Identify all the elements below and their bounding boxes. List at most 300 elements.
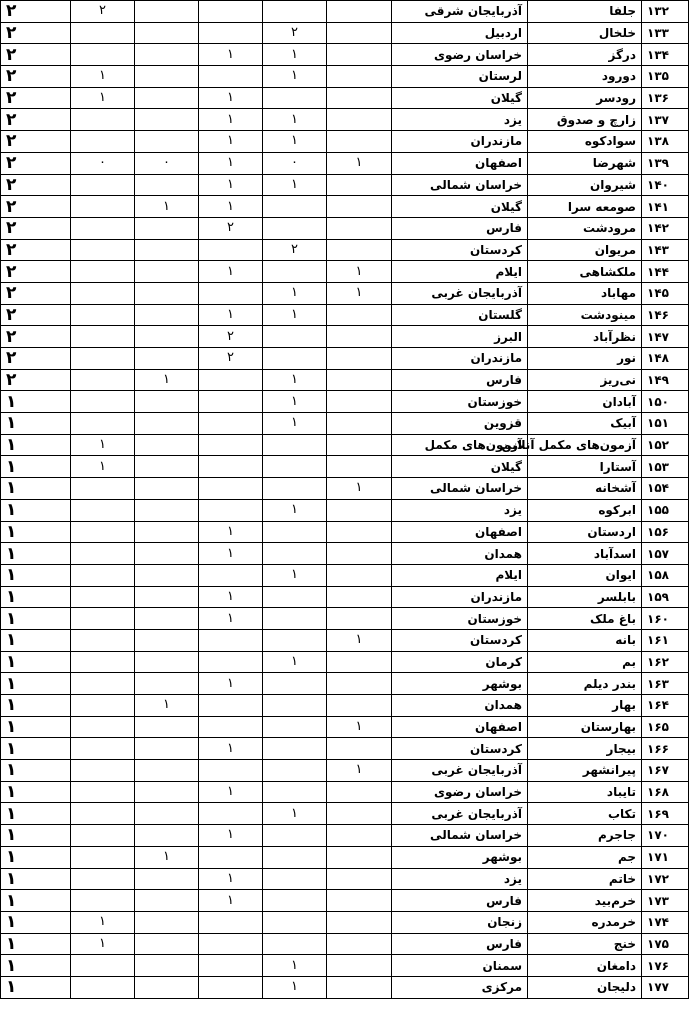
total-cell: ۲ xyxy=(1,174,71,196)
table-row xyxy=(1,781,689,803)
count-cell-5 xyxy=(71,391,135,413)
count-cell-2 xyxy=(263,434,327,456)
count-cell-3 xyxy=(199,478,263,500)
count-cell-3 xyxy=(199,499,263,521)
row-number-cell: ۱۴۹ xyxy=(642,369,689,391)
city-cell: دامغان xyxy=(528,955,642,977)
count-cell-2 xyxy=(263,629,327,651)
total-cell: ۲ xyxy=(1,304,71,326)
total-cell: ۲ xyxy=(1,1,71,23)
count-cell-5 xyxy=(71,716,135,738)
count-cell-5: ۰ xyxy=(71,152,135,174)
count-cell-4 xyxy=(135,456,199,478)
count-cell-2 xyxy=(263,716,327,738)
row-number-cell: ۱۶۶ xyxy=(642,738,689,760)
count-cell-5 xyxy=(71,586,135,608)
province-cell: اصفهان xyxy=(392,152,528,174)
row-number-cell: ۱۴۲ xyxy=(642,217,689,239)
province-cell: ایلام xyxy=(392,564,528,586)
count-cell-5 xyxy=(71,174,135,196)
count-cell-2: ۰ xyxy=(263,152,327,174)
table-row xyxy=(1,651,689,673)
count-cell-4 xyxy=(135,803,199,825)
city-cell: نظرآباد xyxy=(528,326,642,348)
count-cell-5 xyxy=(71,304,135,326)
count-cell-3 xyxy=(199,846,263,868)
total-cell: ۱ xyxy=(1,629,71,651)
city-cell: دلیجان xyxy=(528,976,642,998)
count-cell-2 xyxy=(263,695,327,717)
count-cell-3: ۱ xyxy=(199,890,263,912)
count-cell-2 xyxy=(263,261,327,283)
count-cell-4 xyxy=(135,825,199,847)
row-number-cell: ۱۶۹ xyxy=(642,803,689,825)
count-cell-3: ۱ xyxy=(199,109,263,131)
count-cell-3 xyxy=(199,564,263,586)
row-number-cell: ۱۷۳ xyxy=(642,890,689,912)
count-cell-2: ۱ xyxy=(263,44,327,66)
count-cell-5 xyxy=(71,846,135,868)
count-cell-1 xyxy=(327,131,392,153)
count-cell-5 xyxy=(71,326,135,348)
count-cell-5: ۱ xyxy=(71,911,135,933)
count-cell-4 xyxy=(135,391,199,413)
total-cell: ۲ xyxy=(1,369,71,391)
row-number-cell: ۱۵۱ xyxy=(642,413,689,435)
count-cell-4 xyxy=(135,543,199,565)
total-cell: ۱ xyxy=(1,781,71,803)
city-cell: نی‌ریز xyxy=(528,369,642,391)
count-cell-2 xyxy=(263,478,327,500)
count-cell-1 xyxy=(327,695,392,717)
table-row xyxy=(1,348,689,370)
count-cell-5 xyxy=(71,543,135,565)
province-cell: لرستان xyxy=(392,66,528,88)
count-cell-1 xyxy=(327,803,392,825)
count-cell-2 xyxy=(263,846,327,868)
count-cell-4 xyxy=(135,781,199,803)
province-cell: بوشهر xyxy=(392,846,528,868)
count-cell-1 xyxy=(327,933,392,955)
count-cell-2: ۱ xyxy=(263,413,327,435)
province-cell: کردستان xyxy=(392,239,528,261)
count-cell-3 xyxy=(199,976,263,998)
total-cell: ۲ xyxy=(1,239,71,261)
count-cell-2: ۱ xyxy=(263,369,327,391)
city-cell: بندر دیلم xyxy=(528,673,642,695)
city-cell: بهار xyxy=(528,695,642,717)
count-cell-5 xyxy=(71,825,135,847)
city-cell: ملکشاهی xyxy=(528,261,642,283)
table-row xyxy=(1,22,689,44)
province-cell: البرز xyxy=(392,326,528,348)
city-cell: آبادان xyxy=(528,391,642,413)
table-row xyxy=(1,1,689,23)
province-cell: فارس xyxy=(392,369,528,391)
count-cell-3: ۱ xyxy=(199,521,263,543)
count-cell-4 xyxy=(135,478,199,500)
city-cell: بانه xyxy=(528,629,642,651)
count-cell-3 xyxy=(199,391,263,413)
row-number-cell: ۱۳۷ xyxy=(642,109,689,131)
row-number-cell: ۱۳۶ xyxy=(642,87,689,109)
row-number-cell: ۱۴۶ xyxy=(642,304,689,326)
province-cell: گیلان xyxy=(392,87,528,109)
count-cell-1 xyxy=(327,608,392,630)
count-cell-2: ۱ xyxy=(263,976,327,998)
count-cell-1: ۱ xyxy=(327,152,392,174)
count-cell-1 xyxy=(327,196,392,218)
count-cell-2: ۱ xyxy=(263,109,327,131)
total-cell: ۱ xyxy=(1,955,71,977)
count-cell-5 xyxy=(71,22,135,44)
table-row xyxy=(1,803,689,825)
city-cell: بیجار xyxy=(528,738,642,760)
count-cell-1 xyxy=(327,499,392,521)
row-number-cell: ۱۴۳ xyxy=(642,239,689,261)
table-row xyxy=(1,608,689,630)
total-cell: ۲ xyxy=(1,348,71,370)
province-cell: آزمون‌های مکمل xyxy=(392,434,528,456)
total-cell: ۲ xyxy=(1,44,71,66)
province-cell: زنجان xyxy=(392,911,528,933)
count-cell-5 xyxy=(71,803,135,825)
city-cell: اردستان xyxy=(528,521,642,543)
row-number-cell: ۱۷۶ xyxy=(642,955,689,977)
city-cell: اسدآباد xyxy=(528,543,642,565)
count-cell-2: ۱ xyxy=(263,131,327,153)
count-cell-2 xyxy=(263,521,327,543)
count-cell-1 xyxy=(327,174,392,196)
row-number-cell: ۱۷۰ xyxy=(642,825,689,847)
count-cell-4 xyxy=(135,217,199,239)
count-cell-4 xyxy=(135,673,199,695)
count-cell-5 xyxy=(71,44,135,66)
total-cell: ۱ xyxy=(1,868,71,890)
table-row xyxy=(1,174,689,196)
total-cell: ۱ xyxy=(1,521,71,543)
table-row xyxy=(1,434,689,456)
count-cell-4 xyxy=(135,1,199,23)
total-cell: ۲ xyxy=(1,326,71,348)
count-cell-4 xyxy=(135,87,199,109)
table-body xyxy=(1,1,689,999)
count-cell-3: ۱ xyxy=(199,261,263,283)
count-cell-1 xyxy=(327,66,392,88)
row-number-cell: ۱۳۴ xyxy=(642,44,689,66)
count-cell-2 xyxy=(263,825,327,847)
total-cell: ۱ xyxy=(1,760,71,782)
table-row xyxy=(1,196,689,218)
count-cell-5 xyxy=(71,608,135,630)
count-cell-4 xyxy=(135,44,199,66)
table-row xyxy=(1,564,689,586)
count-cell-3 xyxy=(199,282,263,304)
count-cell-3: ۱ xyxy=(199,868,263,890)
total-cell: ۲ xyxy=(1,87,71,109)
province-cell: قزوین xyxy=(392,413,528,435)
count-cell-1: ۱ xyxy=(327,629,392,651)
count-cell-3: ۱ xyxy=(199,44,263,66)
province-cell: اردبیل xyxy=(392,22,528,44)
count-cell-4 xyxy=(135,933,199,955)
count-cell-1 xyxy=(327,521,392,543)
count-cell-4 xyxy=(135,22,199,44)
count-cell-3 xyxy=(199,716,263,738)
table-row xyxy=(1,868,689,890)
count-cell-1 xyxy=(327,738,392,760)
province-cell: مرکزی xyxy=(392,976,528,998)
count-cell-2 xyxy=(263,586,327,608)
count-cell-2: ۱ xyxy=(263,174,327,196)
total-cell: ۱ xyxy=(1,911,71,933)
count-cell-1 xyxy=(327,825,392,847)
count-cell-2 xyxy=(263,456,327,478)
city-cell: سوادکوه xyxy=(528,131,642,153)
count-cell-2: ۱ xyxy=(263,304,327,326)
count-cell-3 xyxy=(199,955,263,977)
count-cell-5 xyxy=(71,976,135,998)
count-cell-5 xyxy=(71,131,135,153)
total-cell: ۲ xyxy=(1,109,71,131)
province-cell: مازندران xyxy=(392,586,528,608)
row-number-cell: ۱۴۸ xyxy=(642,348,689,370)
count-cell-4 xyxy=(135,868,199,890)
table-row xyxy=(1,955,689,977)
count-cell-3 xyxy=(199,629,263,651)
city-cell: زارچ و صدوق xyxy=(528,109,642,131)
row-number-cell: ۱۶۵ xyxy=(642,716,689,738)
row-number-cell: ۱۳۹ xyxy=(642,152,689,174)
count-cell-1 xyxy=(327,456,392,478)
count-cell-4 xyxy=(135,66,199,88)
table-row xyxy=(1,109,689,131)
count-cell-1 xyxy=(327,22,392,44)
row-number-cell: ۱۴۱ xyxy=(642,196,689,218)
total-cell: ۱ xyxy=(1,890,71,912)
count-cell-5: ۱ xyxy=(71,456,135,478)
city-cell: خلخال xyxy=(528,22,642,44)
count-cell-1: ۱ xyxy=(327,261,392,283)
province-cell: مازندران xyxy=(392,348,528,370)
total-cell: ۱ xyxy=(1,695,71,717)
row-number-cell: ۱۶۷ xyxy=(642,760,689,782)
province-cell: اصفهان xyxy=(392,716,528,738)
count-cell-3: ۱ xyxy=(199,608,263,630)
count-cell-3: ۱ xyxy=(199,673,263,695)
province-cell: گیلان xyxy=(392,456,528,478)
count-cell-3 xyxy=(199,413,263,435)
count-cell-1 xyxy=(327,391,392,413)
total-cell: ۱ xyxy=(1,738,71,760)
city-cell: جاجرم xyxy=(528,825,642,847)
count-cell-4 xyxy=(135,326,199,348)
province-cell: خراسان شمالی xyxy=(392,825,528,847)
table-row xyxy=(1,825,689,847)
count-cell-2: ۱ xyxy=(263,282,327,304)
total-cell: ۱ xyxy=(1,933,71,955)
count-cell-3 xyxy=(199,933,263,955)
count-cell-2 xyxy=(263,196,327,218)
count-cell-1 xyxy=(327,955,392,977)
count-cell-1 xyxy=(327,1,392,23)
count-cell-4 xyxy=(135,760,199,782)
count-cell-5 xyxy=(71,109,135,131)
count-cell-4 xyxy=(135,499,199,521)
province-cell: یزد xyxy=(392,868,528,890)
table-row xyxy=(1,217,689,239)
count-cell-3: ۱ xyxy=(199,152,263,174)
count-cell-2: ۱ xyxy=(263,564,327,586)
row-number-cell: ۱۶۴ xyxy=(642,695,689,717)
count-cell-3: ۱ xyxy=(199,586,263,608)
province-cell: ایلام xyxy=(392,261,528,283)
row-number-cell: ۱۷۱ xyxy=(642,846,689,868)
province-cell: آذربایجان شرقی xyxy=(392,1,528,23)
count-cell-4 xyxy=(135,348,199,370)
count-cell-5 xyxy=(71,261,135,283)
count-cell-5 xyxy=(71,413,135,435)
city-cell: خرمدره xyxy=(528,911,642,933)
table-row xyxy=(1,44,689,66)
row-number-cell: ۱۷۴ xyxy=(642,911,689,933)
count-cell-5 xyxy=(71,564,135,586)
total-cell: ۱ xyxy=(1,825,71,847)
province-cell: خوزستان xyxy=(392,608,528,630)
count-cell-4 xyxy=(135,521,199,543)
count-cell-4 xyxy=(135,413,199,435)
count-cell-5 xyxy=(71,478,135,500)
total-cell: ۲ xyxy=(1,66,71,88)
count-cell-3: ۲ xyxy=(199,348,263,370)
province-cell: گلستان xyxy=(392,304,528,326)
city-cell: صومعه سرا xyxy=(528,196,642,218)
count-cell-5 xyxy=(71,499,135,521)
province-cell: خوزستان xyxy=(392,391,528,413)
row-number-cell: ۱۵۴ xyxy=(642,478,689,500)
count-cell-5 xyxy=(71,955,135,977)
province-cell: اصفهان xyxy=(392,521,528,543)
count-cell-3 xyxy=(199,66,263,88)
count-cell-1 xyxy=(327,890,392,912)
total-cell: ۲ xyxy=(1,22,71,44)
city-cell: مریوان xyxy=(528,239,642,261)
city-cell: باغ ملک xyxy=(528,608,642,630)
count-cell-5 xyxy=(71,196,135,218)
count-cell-1 xyxy=(327,564,392,586)
count-cell-1 xyxy=(327,976,392,998)
count-cell-2 xyxy=(263,217,327,239)
total-cell: ۱ xyxy=(1,651,71,673)
city-cell: ابرکوه xyxy=(528,499,642,521)
table-row xyxy=(1,456,689,478)
province-cell: فارس xyxy=(392,933,528,955)
count-cell-2 xyxy=(263,760,327,782)
count-cell-2 xyxy=(263,911,327,933)
row-number-cell: ۱۶۳ xyxy=(642,673,689,695)
city-cell: پیرانشهر xyxy=(528,760,642,782)
city-cell: مرودشت xyxy=(528,217,642,239)
province-cell: آذربایجان غربی xyxy=(392,282,528,304)
row-number-cell: ۱۷۵ xyxy=(642,933,689,955)
count-cell-1 xyxy=(327,304,392,326)
count-cell-4 xyxy=(135,629,199,651)
row-number-cell: ۱۵۰ xyxy=(642,391,689,413)
count-cell-4: ۰ xyxy=(135,152,199,174)
city-cell: بابلسر xyxy=(528,586,642,608)
count-cell-3 xyxy=(199,369,263,391)
total-cell: ۱ xyxy=(1,803,71,825)
table-row xyxy=(1,976,689,998)
count-cell-1 xyxy=(327,413,392,435)
count-cell-2: ۲ xyxy=(263,239,327,261)
city-cell: تکاب xyxy=(528,803,642,825)
total-cell: ۱ xyxy=(1,586,71,608)
count-cell-5 xyxy=(71,651,135,673)
count-cell-2 xyxy=(263,87,327,109)
table-row xyxy=(1,760,689,782)
count-cell-3 xyxy=(199,803,263,825)
count-cell-5 xyxy=(71,348,135,370)
count-cell-4 xyxy=(135,282,199,304)
count-cell-5 xyxy=(71,890,135,912)
city-cell: نور xyxy=(528,348,642,370)
count-cell-2 xyxy=(263,543,327,565)
count-cell-4 xyxy=(135,131,199,153)
count-cell-1: ۱ xyxy=(327,478,392,500)
count-cell-4: ۱ xyxy=(135,196,199,218)
count-cell-1: ۱ xyxy=(327,282,392,304)
province-cell: خراسان رضوی xyxy=(392,781,528,803)
table-row xyxy=(1,673,689,695)
city-cell: شیروان xyxy=(528,174,642,196)
row-number-cell: ۱۵۳ xyxy=(642,456,689,478)
count-cell-5: ۱ xyxy=(71,933,135,955)
count-cell-3 xyxy=(199,239,263,261)
count-cell-5: ۱ xyxy=(71,87,135,109)
province-cell: فارس xyxy=(392,217,528,239)
table-row xyxy=(1,521,689,543)
total-cell: ۱ xyxy=(1,456,71,478)
count-cell-1 xyxy=(327,673,392,695)
table-row xyxy=(1,911,689,933)
count-cell-4 xyxy=(135,890,199,912)
total-cell: ۱ xyxy=(1,434,71,456)
count-cell-2: ۱ xyxy=(263,499,327,521)
count-cell-2 xyxy=(263,326,327,348)
count-cell-3: ۱ xyxy=(199,825,263,847)
table-row xyxy=(1,369,689,391)
count-cell-5 xyxy=(71,738,135,760)
count-cell-5 xyxy=(71,868,135,890)
total-cell: ۱ xyxy=(1,976,71,998)
province-cell: کردستان xyxy=(392,738,528,760)
count-cell-4 xyxy=(135,261,199,283)
count-cell-3 xyxy=(199,760,263,782)
province-cell: همدان xyxy=(392,695,528,717)
count-cell-2 xyxy=(263,868,327,890)
city-cell: خرم‌بید xyxy=(528,890,642,912)
count-cell-3 xyxy=(199,22,263,44)
count-cell-1 xyxy=(327,87,392,109)
total-cell: ۲ xyxy=(1,131,71,153)
total-cell: ۲ xyxy=(1,282,71,304)
count-cell-3 xyxy=(199,695,263,717)
count-cell-1 xyxy=(327,239,392,261)
city-cell: مهاباد xyxy=(528,282,642,304)
count-cell-5 xyxy=(71,239,135,261)
row-number-cell: ۱۷۷ xyxy=(642,976,689,998)
